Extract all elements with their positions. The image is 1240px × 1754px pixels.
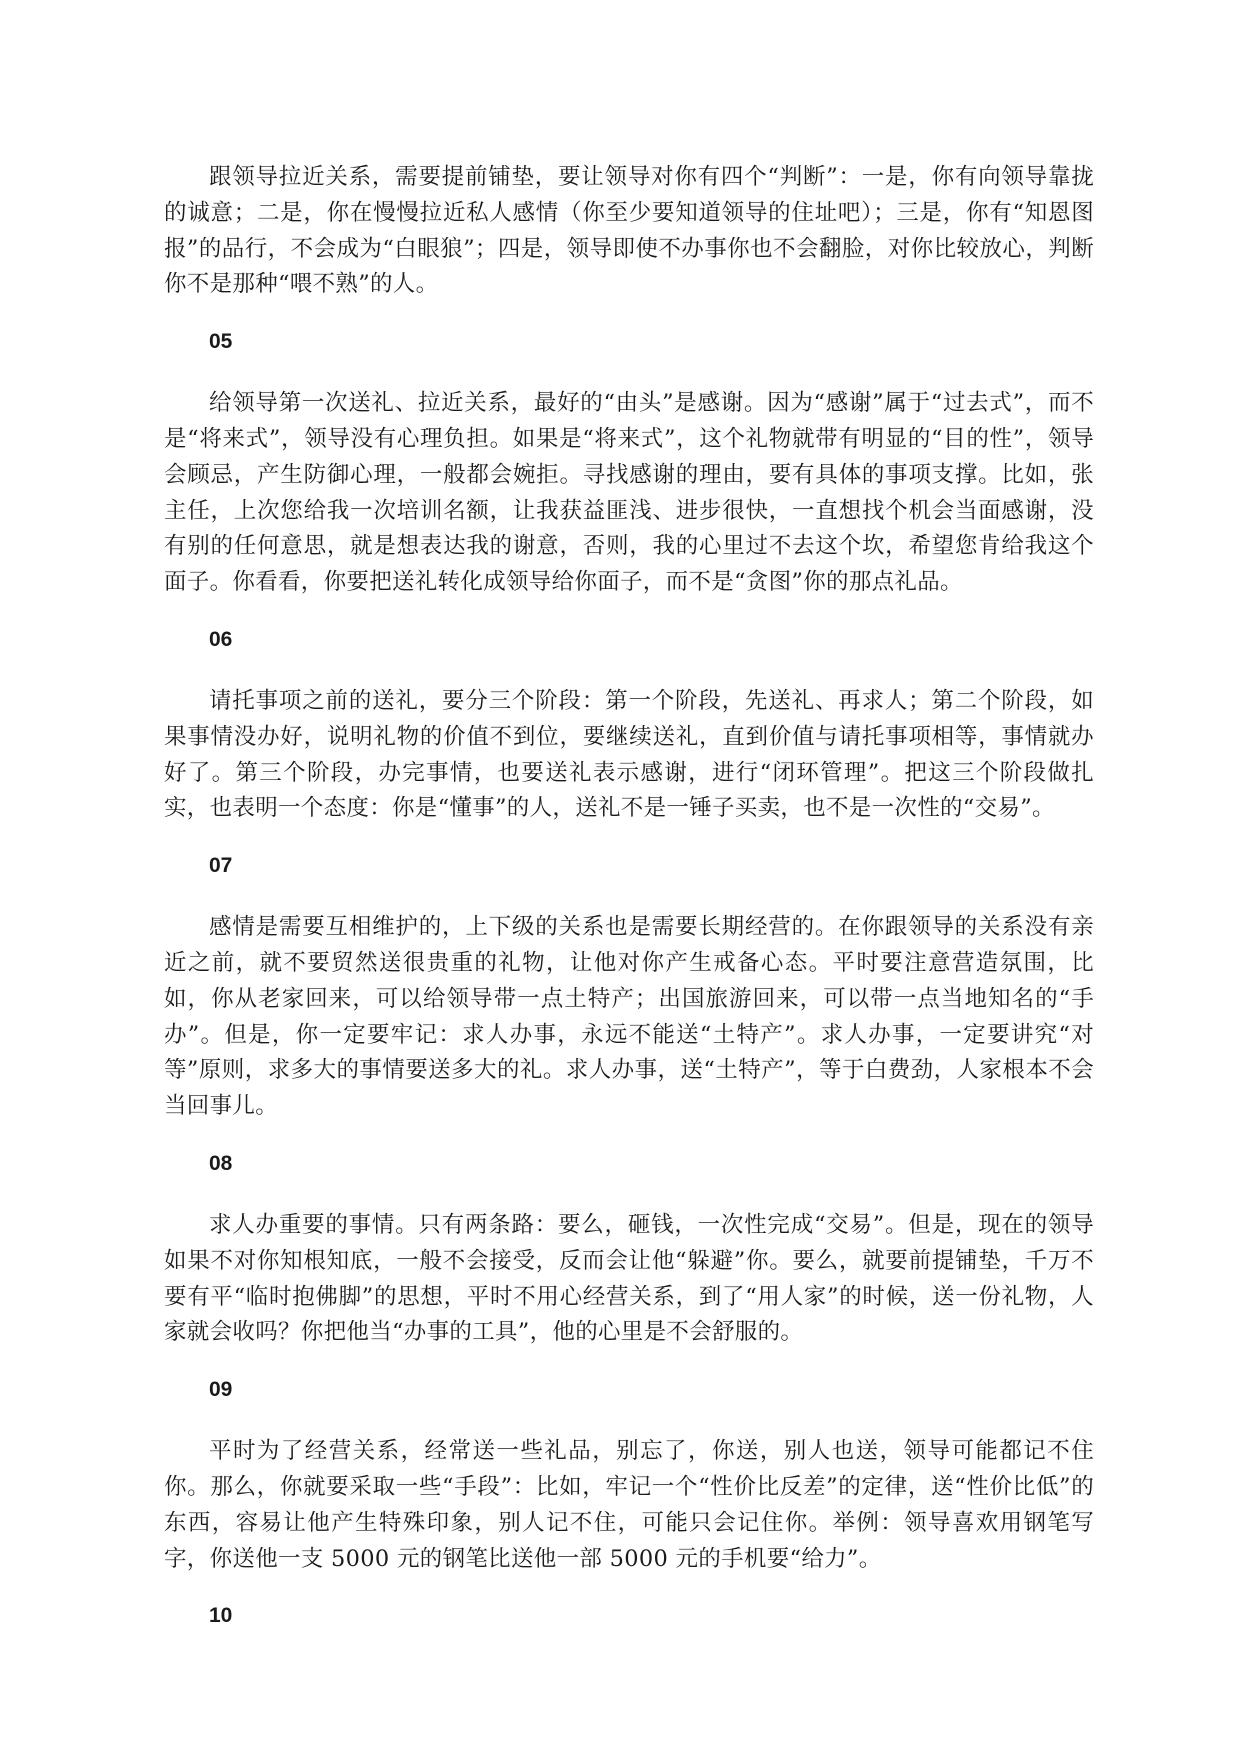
paragraph-07: 感情是需要互相维护的，上下级的关系也是需要长期经营的。在你跟领导的关系没有亲近之前，就不要贸然送很贵重的礼物，让他对你产生戒备心态。平时要注意营造氛围，比如，你从老家回来，可以给领导带一点土特产；出国旅游回来，可以带一点当地知名的“手办”。但是，你一定要牢记：求人办事，永远不能送“土特产”。求人办事，一定要讲究“对等”原则，求多大的事情要送多大的礼。求人办事，送“土特产”，等于白费劲，人家根本不会当回事儿。 <box>164 914 1094 1120</box>
section-heading-08: 08 <box>209 1151 233 1175</box>
section-heading-10: 10 <box>209 1604 233 1628</box>
document-page <box>164 160 1094 1628</box>
paragraph-09: 平时为了经营关系，经常送一些礼品，别忘了，你送，别人也送，领导可能都记不住你。那么，你就要采取一些“手段”：比如，牢记一个“性价比反差”的定律，送“性价比低”的东西，容易让他产生特殊印象，别人记不住，可能只会记住你。举例：领导喜欢用钢笔写字，你送他一支 5000 元的钢笔比送他一部 5000 元的手机要“给力”。 <box>164 1438 1094 1572</box>
section-heading-07: 07 <box>209 854 233 878</box>
section-heading-09: 09 <box>209 1378 233 1402</box>
paragraph-06: 请托事项之前的送礼，要分三个阶段：第一个阶段，先送礼、再求人；第二个阶段，如果事情没办好，说明礼物的价值不到位，要继续送礼，直到价值与请托事项相等，事情就办好了。第三个阶段，办完事情，也要送礼表示感谢，进行“闭环管理”。把这三个阶段做扎实，也表明一个态度：你是“懂事”的人，送礼不是一锤子买卖，也不是一次性的“交易”。 <box>164 687 1094 822</box>
paragraph-05: 给领导第一次送礼、拉近关系，最好的“由头”是感谢。因为“感谢”属于“过去式”，而不是“将来式”，领导没有心理负担。如果是“将来式”，这个礼物就带有明显的“目的性”，领导会顾忌，产生防御心理，一般都会婉拒。寻找感谢的理由，要有具体的事项支撑。比如，张主任，上次您给我一次培训名额，让我获益匪浅、进步很快，一直想找个机会当面感谢，没有别的任何意思，就是想表达我的谢意，否则，我的心里过不去这个坎，希望您肯给我这个面子。你看看，你要把送礼转化成领导给你面子，而不是“贪图”你的那点礼品。 <box>164 390 1094 596</box>
section-heading-05: 05 <box>209 330 233 354</box>
paragraph-08: 求人办重要的事情。只有两条路：要么，砸钱，一次性完成“交易”。但是，现在的领导如果不对你知根知底，一般不会接受，反而会让他“躲避”你。要么，就要前提铺垫，千万不要有平“临时抱佛脚”的思想，平时不用心经营关系，到了“用人家”的时候，送一份礼物，人家就会收吗？你把他当“办事的工具”，他的心里是不会舒服的。 <box>164 1211 1094 1346</box>
section-heading-06: 06 <box>209 627 233 651</box>
paragraph-intro: 跟领导拉近关系，需要提前铺垫，要让领导对你有四个“判断”：一是，你有向领导靠拢的诚意；二是，你在慢慢拉近私人感情（你至少要知道领导的住址吧）；三是，你有“知恩图报”的品行，不会成为“白眼狼”；四是，领导即使不办事你也不会翻脸，对你比较放心，判断你不是那种“喂不熟”的人。 <box>164 164 1094 298</box>
